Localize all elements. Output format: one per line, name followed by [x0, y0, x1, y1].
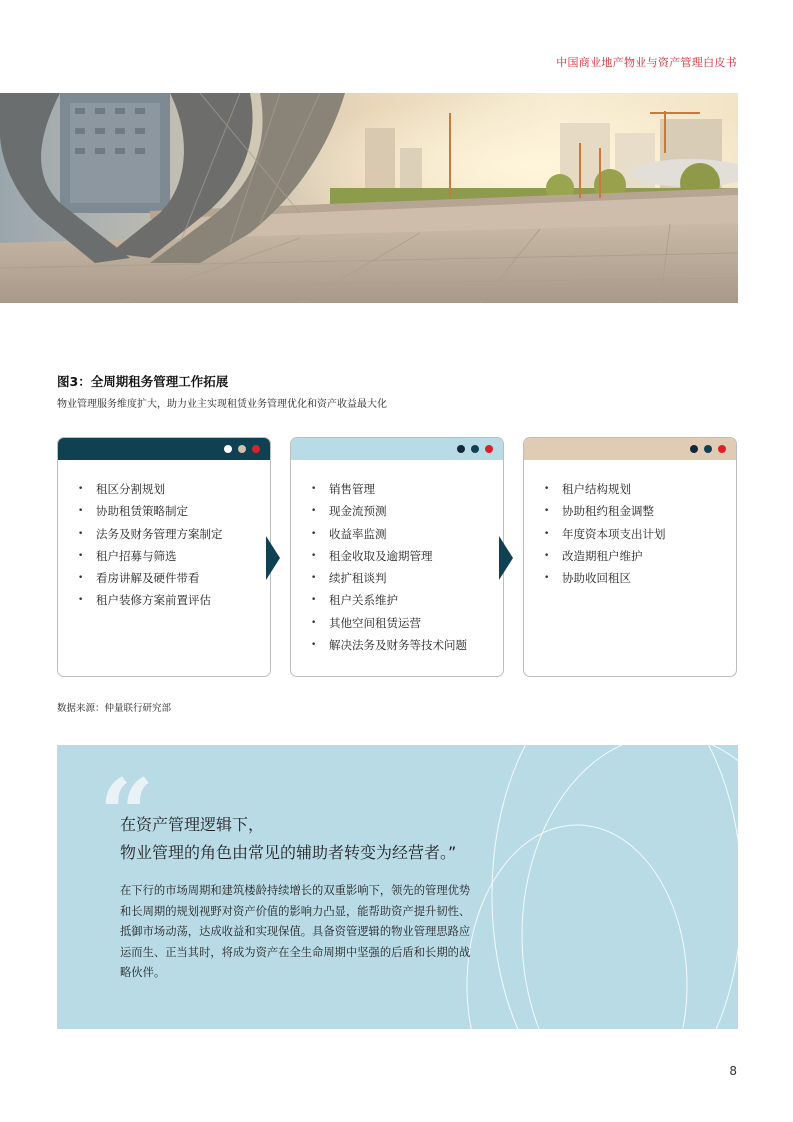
list-item: • 销售管理	[307, 478, 503, 500]
list-item: • 租户结构规划	[540, 478, 736, 500]
list-item: • 其他空间租赁运营	[307, 612, 503, 634]
hero-photo	[0, 93, 738, 303]
dot-icon	[690, 445, 698, 453]
list-item: • 租区分割规划	[74, 478, 270, 500]
dot-icon	[718, 445, 726, 453]
stage-card-3	[523, 437, 737, 677]
list-item: • 年度资本项支出计划	[540, 523, 736, 545]
dot-icon	[238, 445, 246, 453]
quote-line-1: 在资产管理逻辑下，	[120, 815, 265, 834]
bullet-icon: •	[311, 640, 317, 651]
dot-icon	[252, 445, 260, 453]
bullet-icon: •	[78, 528, 84, 539]
dot-icon	[224, 445, 232, 453]
list-item: • 法务及财务管理方案制定	[74, 523, 270, 545]
bullet-icon: •	[544, 528, 550, 539]
bullet-icon: •	[311, 528, 317, 539]
stage-card-list	[58, 460, 270, 612]
figure-subtitle: 物业管理服务维度扩大，助力业主实现租赁业务管理优化和资产收益最大化	[57, 399, 387, 410]
stage-card-list	[291, 460, 503, 656]
bullet-icon: •	[78, 595, 84, 606]
list-item: • 协助租赁策略制定	[74, 500, 270, 522]
bullet-icon: •	[311, 617, 317, 628]
list-item: • 租户招募与筛选	[74, 545, 270, 567]
list-item: • 协助收回租区	[540, 567, 736, 589]
list-item: • 现金流预测	[307, 500, 503, 522]
list-item: • 改造期租户维护	[540, 545, 736, 567]
document-header-title: 中国商业地产物业与资产管理白皮书	[556, 56, 737, 69]
quote-panel	[57, 745, 738, 1029]
dot-icon	[485, 445, 493, 453]
quote-line-2: 物业管理的角色由常见的辅助者转变为经营者。”	[120, 843, 457, 862]
quote-mark-icon: “	[99, 758, 155, 871]
bullet-icon: •	[78, 506, 84, 517]
stage-card-list	[524, 460, 736, 589]
stage-card-header	[291, 438, 503, 460]
bullet-icon: •	[544, 550, 550, 561]
window-dots	[224, 445, 260, 453]
list-item: • 续扩租谈判	[307, 567, 503, 589]
window-dots	[690, 445, 726, 453]
figure-title: 图3：全周期租务管理工作拓展	[57, 374, 229, 389]
bullet-icon: •	[78, 484, 84, 494]
stage-card-2	[290, 437, 504, 677]
bullet-icon: •	[78, 550, 84, 561]
quote-body-text: 在下行的市场周期和建筑楼龄持续增长的双重影响下，领先的管理优势和长周期的规划视野对资产价值的影响力凸显，能帮助资产提升韧性、抵御市场动荡，达成收益和实现保值。具备资管逻辑的物业管理思路应运而生、正当其时，将成为资产在全生命周期中坚强的后盾和长期的战略伙伴。	[120, 884, 471, 979]
bullet-icon: •	[311, 550, 317, 561]
data-source-note: 数据来源：仲量联行研究部	[57, 703, 172, 714]
list-item: • 租户装修方案前置评估	[74, 589, 270, 611]
list-item: • 租金收取及逾期管理	[307, 545, 503, 567]
window-dots	[457, 445, 493, 453]
bullet-icon: •	[311, 595, 317, 606]
bullet-icon: •	[78, 573, 84, 584]
arrow-right-icon	[266, 536, 280, 580]
bullet-icon: •	[544, 573, 550, 584]
bullet-icon: •	[544, 484, 550, 494]
bullet-icon: •	[311, 506, 317, 517]
bullet-icon: •	[544, 506, 550, 517]
bullet-icon: •	[311, 484, 317, 494]
dot-icon	[704, 445, 712, 453]
page-number: 8	[729, 1064, 737, 1078]
list-item: • 协助租约租金调整	[540, 500, 736, 522]
list-item: • 看房讲解及硬件带看	[74, 567, 270, 589]
dot-icon	[471, 445, 479, 453]
stage-card-header	[58, 438, 270, 460]
arrow-right-icon	[499, 536, 513, 580]
stage-card-1	[57, 437, 271, 677]
stage-card-header	[524, 438, 736, 460]
dot-icon	[457, 445, 465, 453]
list-item: • 收益率监测	[307, 523, 503, 545]
list-item: • 租户关系维护	[307, 589, 503, 611]
list-item: • 解决法务及财务等技术问题	[307, 634, 503, 656]
bullet-icon: •	[311, 573, 317, 584]
